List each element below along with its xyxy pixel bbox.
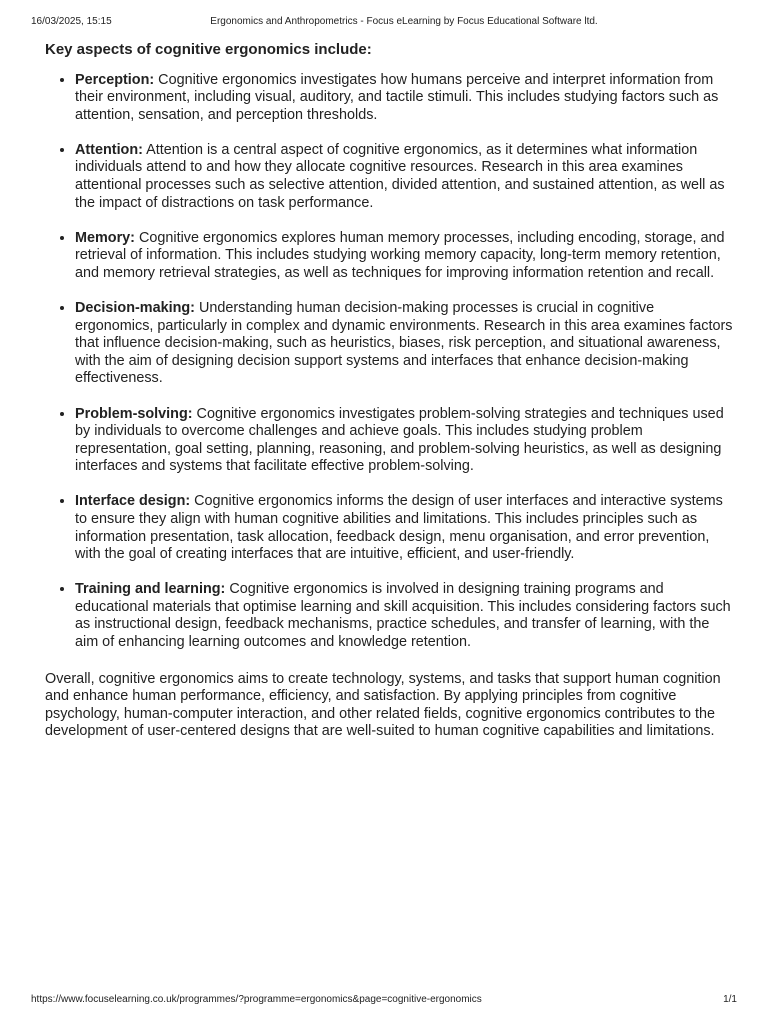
list-item-term: Attention: — [75, 141, 143, 158]
list-item-term: Perception: — [75, 71, 155, 88]
print-footer — [31, 994, 737, 1008]
list-item-training-and-learning — [75, 580, 735, 651]
list-item-term: Training and learning: — [75, 581, 226, 598]
list-item-term: Interface design: — [75, 493, 191, 510]
list-item-decision-making — [75, 299, 735, 388]
list-item-text: Cognitive ergonomics investigates how humans perceive and interpret information from their environment, including visual, auditory, and tactile stimuli. This includes studying factors such as attention, sensation, and perception thresholds. — [75, 71, 719, 123]
list-item-text: Cognitive ergonomics is involved in designing training programs and educational materials that optimise learning and skill acquisition. This includes considering factors such as instructional design, feedback mechanisms, practice schedules, and transfer of learning, with the aim of enhancing learning outcomes and knowledge retention. — [75, 581, 731, 651]
print-page-url: https://www.focuselearning.co.uk/programmes/?programme=ergonomics&page=cognitive-ergonomics — [31, 994, 482, 1005]
print-header — [31, 16, 737, 30]
list-item-memory — [75, 229, 735, 283]
summary-paragraph: Overall, cognitive ergonomics aims to create technology, systems, and tasks that support human cognition and enhance human performance, efficiency, and satisfaction. By applying principles from cognitive psychology, human-computer interaction, and other related fields, cognitive ergonomics contributes to the development of user-centered designs that are well-suited to human cognitive capabilities and limitations. — [45, 670, 721, 740]
list-item-term: Decision-making: — [75, 300, 195, 317]
print-page-number: 1/1 — [723, 994, 737, 1005]
list-item-interface-design — [75, 492, 735, 563]
list-item-text: Cognitive ergonomics explores human memory processes, including encoding, storage, and retrieval of information. This includes studying working memory capacity, long-term memory retention, and memory retrieval strategies, as well as techniques for improving information retention and recall. — [75, 229, 725, 281]
key-aspects-list — [45, 71, 735, 652]
list-item-problem-solving — [75, 405, 735, 476]
print-page-title: Ergonomics and Anthropometrics - Focus eLearning by Focus Educational Software ltd. — [210, 16, 598, 27]
list-item-text: Attention is a central aspect of cognitive ergonomics, as it determines what information individuals attend to and how they allocate cognitive resources. Research in this area examines attentional processes such as selective attention, divided attention, and sustained attention, as well as the impact of distractions on task performance. — [75, 141, 725, 211]
list-item-text: Cognitive ergonomics investigates problem-solving strategies and techniques used by individuals to overcome challenges and achieve goals. This includes studying problem representation, goal setting, planning, reasoning, and problem-solving heuristics, as well as designing interfaces and systems that facilitate effective problem-solving. — [75, 405, 724, 475]
list-item-term: Problem-solving: — [75, 405, 193, 422]
list-item-perception — [75, 71, 735, 125]
article-content — [45, 41, 735, 741]
list-item-text: Cognitive ergonomics informs the design of user interfaces and interactive systems to ensure they align with human cognitive abilities and limitations. This includes principles such as information presentation, task allocation, feedback design, menu organisation, and error prevention, with the goal of creating interfaces that are intuitive, efficient, and user-friendly. — [75, 493, 723, 563]
list-item-attention — [75, 141, 735, 212]
list-item-text: Understanding human decision-making processes is crucial in cognitive ergonomics, particularly in complex and dynamic environments. Research in this area examines factors that influence decision-making, such as heuristics, biases, risk perception, and situational awareness, with the aim of designing decision support systems and interfaces that enhance decision-making effectiveness. — [75, 300, 733, 387]
section-heading: Key aspects of cognitive ergonomics include: — [45, 41, 372, 58]
print-datetime: 16/03/2025, 15:15 — [31, 16, 112, 27]
list-item-term: Memory: — [75, 229, 135, 246]
